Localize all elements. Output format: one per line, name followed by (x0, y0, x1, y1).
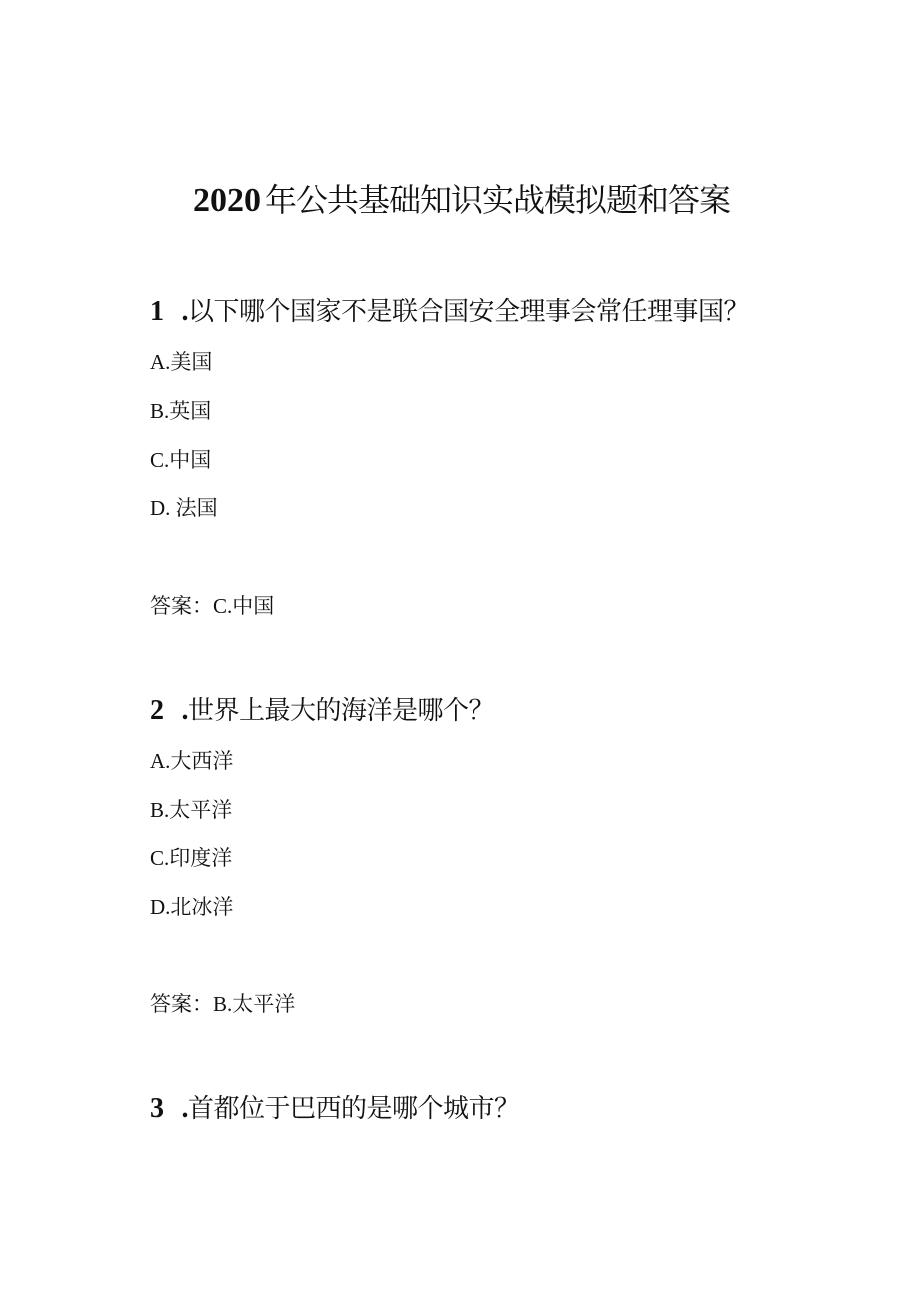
option-b: B.英国 (150, 399, 212, 423)
question-dot: . (181, 1093, 188, 1124)
question-number: 2 (150, 695, 164, 726)
question-text: 以下哪个国家不是联合国安全理事会常任理事国？ (188, 297, 750, 327)
option-d: D. 法国 (150, 496, 218, 520)
option-d: D.北冰洋 (150, 895, 234, 919)
title-year: 2020 (193, 182, 261, 219)
question-text: 首都位于巴西的是哪个城市？ (188, 1094, 520, 1124)
option-c: C.印度洋 (150, 846, 233, 870)
option-a: A.美国 (150, 350, 213, 374)
question-text: 世界上最大的海洋是哪个？ (188, 696, 495, 726)
question-number: 1 (150, 296, 164, 327)
question-3 (150, 1091, 850, 1127)
answer: 答案：B.太平洋 (150, 992, 296, 1016)
question-dot: . (181, 695, 188, 726)
title-text: 年公共基础知识实战模拟题和答案 (265, 181, 731, 219)
question-1 (150, 294, 850, 330)
page-title (193, 176, 833, 225)
question-number: 3 (150, 1093, 164, 1124)
option-b: B.太平洋 (150, 798, 233, 822)
answer: 答案：C.中国 (150, 594, 275, 618)
question-2 (150, 693, 850, 729)
option-c: C.中国 (150, 448, 212, 472)
question-dot: . (181, 296, 188, 327)
option-a: A.大西洋 (150, 749, 234, 773)
